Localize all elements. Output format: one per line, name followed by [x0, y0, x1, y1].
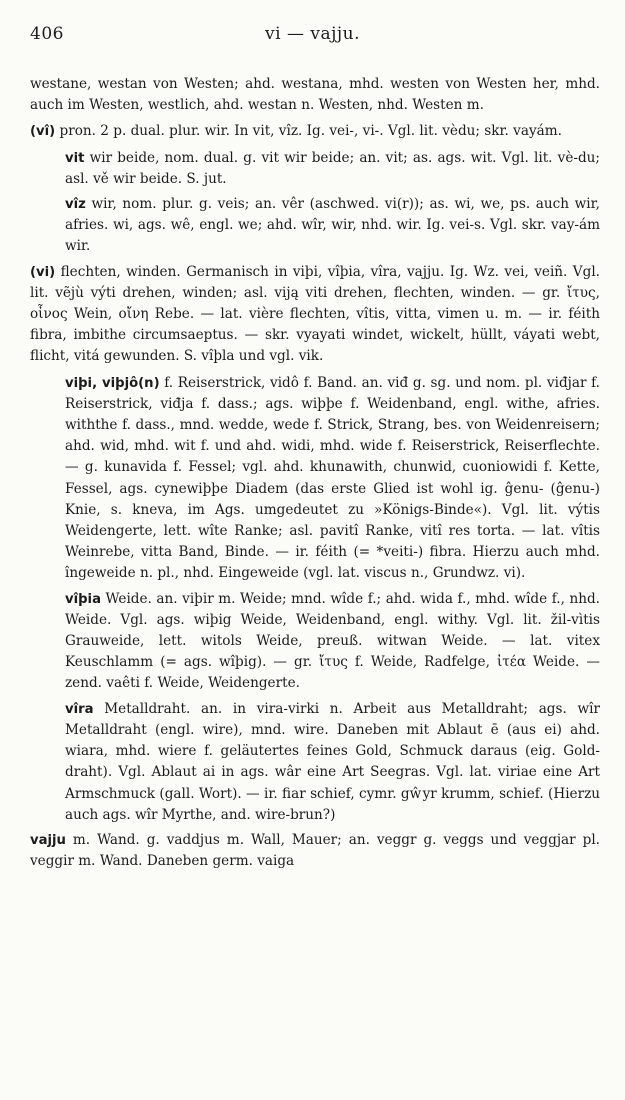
entry-text: f. Reiserstrick, vidô f. Band. an. viđ g. sg. und nom. pl. viđjar f. Reiserstrick, viđja f. dass.; ags. wiþþe f. Weidenband, engl. withe, afries. withthe f. dass., mnd. wedde, wede f. Strick, Strang, bes. von Weidenreisern; ahd. wid, mhd. wit f. und ahd. widi, mhd. wide f. Reiserstrick, Reiserflechte. — g. kunavida f. Fessel; vgl. ahd. khunawith, chunwid, cuoniowidi f. Kette, Fessel, ags. cynewiþþe Diadem (das erste Glied ist wohl ig. ĝenu- (ĝenu-) Knie, s. kneva, im Ags. umgedeutet zu »Königs-Binde«). Vgl. lit. výtis Weidengerte, lett. wîte Ranke; asl. pavitî Ranke, vitî res torta. — lat. vîtis Weinrebe, vitta Band, Binde. — ir. féith (= *veiti-) fibra. Hierzu auch mhd. îngeweide n. pl., nhd. Eingeweide (vgl. lat. viscus n., Grundwz. vi). — [65, 374, 600, 582]
entry-text: m. Wand. g. vaddjus m. Wall, Mauer; an. veggr g. veggs und veggjar pl. veggir m. Wand. Daneben germ. vaiga — [30, 831, 600, 870]
page-header — [30, 24, 595, 50]
entry-lemma: (vi) — [30, 264, 56, 280]
entry-vajju — [30, 830, 600, 872]
entry-text: Metalldraht. an. in vira-virki n. Arbeit aus Metalldraht; ags. wîr Metalldraht (engl. wire), mnd. wire. Daneben mit Ablaut ē (aus ei) ahd. wiara, mhd. wiere f. geläutertes feines Gold, Schmuck daraus (eig. Gold-draht). Vgl. Ablaut ai in ags. wâr eine Art Seegras. Vgl. lat. viriae eine Art Armschmuck (gall. Wort). — ir. fiar schief, cymr. gŵyr krumm, schief. (Hierzu auch ags. wîr Myrthe, and. wire-brun?) — [65, 700, 600, 823]
entry-text: westane, westan von Westen; ahd. westana, mhd. westen von Westen her, mhd. auch im Westen, westlich, ahd. westan n. Westen, nhd. Westen m. — [30, 76, 600, 114]
running-title: vi — vajju. — [265, 24, 360, 44]
entry-text: wir, nom. plur. g. veis; an. vêr (aschwed. vi(r)); as. wi, we, ps. auch wir, afries. wi, ags. wê, engl. we; ahd. wîr, wir, nhd. wir. Ig. vei-s. Vgl. skr. vay-ám wir. — [65, 196, 600, 255]
entry-lemma: vîþia — [65, 591, 101, 607]
entry-vithi — [30, 373, 600, 585]
entry-vira — [30, 699, 600, 826]
entry-lemma: (vî) — [30, 124, 56, 140]
entry-text: pron. 2 p. dual. plur. wir. In vit, vîz. Ig. vei-, vi-. Vgl. lit. vèdu; skr. vayám. — [55, 123, 562, 140]
entry-vithia — [30, 589, 600, 695]
entry-vi-pron — [30, 121, 600, 142]
entry-viz — [30, 194, 600, 258]
page-body — [30, 74, 600, 877]
page-number: 406 — [30, 24, 64, 44]
entry-continuation — [30, 74, 600, 116]
entry-vi-flechten — [30, 262, 600, 368]
entry-lemma: vîra — [65, 701, 94, 717]
entry-vit — [30, 148, 600, 190]
entry-lemma: vîz — [65, 197, 86, 213]
entry-lemma: vajju — [30, 832, 66, 848]
entry-lemma: viþi, viþjô(n) — [65, 375, 160, 391]
entry-text: Weide. an. viþir m. Weide; mnd. wîde f.; ahd. wida f., mhd. wîde f., nhd. Weide. Vgl. ags. wiþig Weide, Weidenband, engl. withy. Vgl. lit. žil-vìtis Grauweide, lett. witols Weide, preuß. witwan Weide. — lat. vitex Keuschlamm (= ags. wîþig). — gr. ἴτυς f. Weide, Radfelge, ἰτέα Weide. — zend. vaêti f. Weide, Weidengerte. — [65, 590, 600, 692]
entry-text: flechten, winden. Germanisch in viþi, vîþia, vîra, vajju. Ig. Wz. vei, veiñ. Vgl. lit. vẽjù výti drehen, winden; asl. viją viti drehen, flechten, winden. — gr. ἴτυς, οἶνος Wein, οἴνη Rebe. — lat. vière flechten, vîtis, vitta, vimen u. m. — ir. féith fibra, imbithe circumsaeptus. — skr. vyayati windet, wickelt, hüllt, váyati webt, flicht, vitá gewunden. S. vîþla und vgl. vik. — [30, 263, 600, 365]
entry-lemma: vit — [65, 150, 85, 166]
entry-text: wir beide, nom. dual. g. vit wir beide; an. vit; as. ags. wit. Vgl. lit. vè-du; asl. vě wir beide. S. jut. — [65, 149, 600, 187]
